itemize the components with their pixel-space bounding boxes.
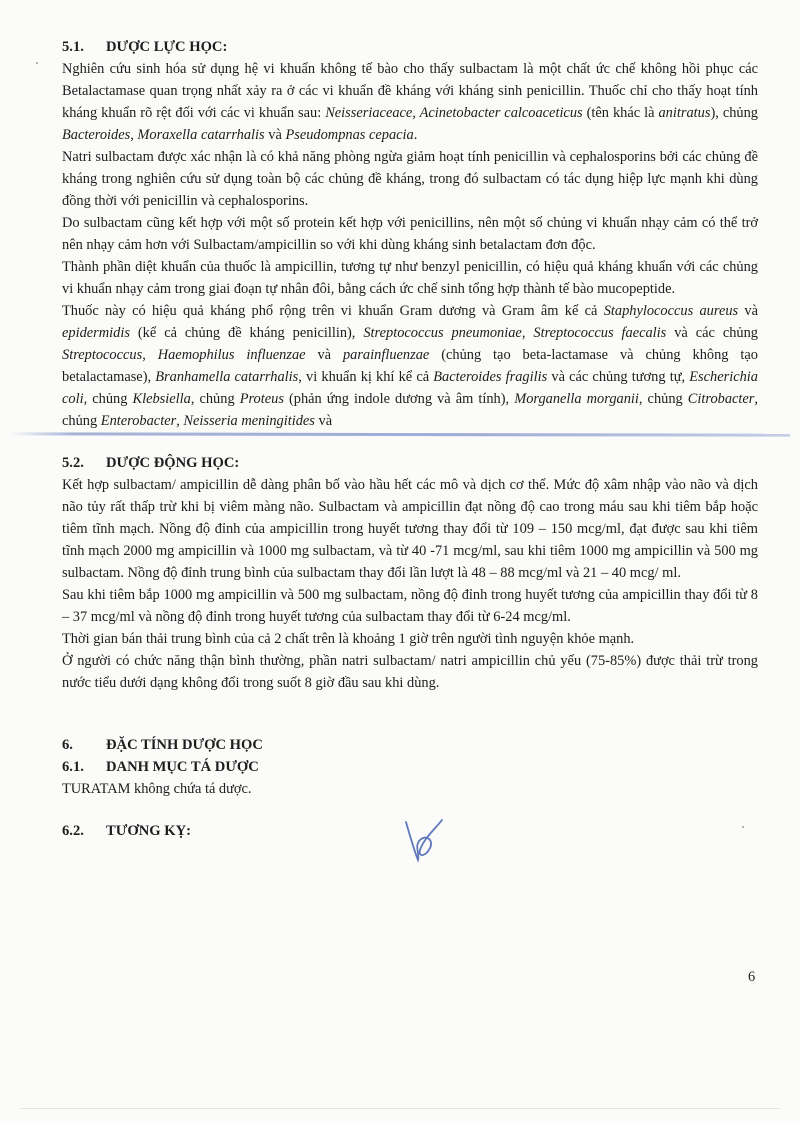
heading-6-1 — [62, 756, 758, 778]
paragraph-5-1-1: Nghiên cứu sinh hóa sử dụng hệ vi khuẩn không tế bào cho thấy sulbactam là một chất ức chế không hồi phục các Betalactamase quan trọng nhất xảy ra ở các vi khuẩn đề kháng với kháng sinh penicillin. Thuốc chỉ cho thấy hoạt tính kháng khuẩn rõ rệt đối với các vi khuẩn sau: Neisseriaceace, Acinetobacter calcoaceticus (tên khác là anitratus), chủng Bacteroides, Moraxella catarrhalis và Pseudompnas cepacia. — [62, 61, 758, 143]
paragraph-5-2-2: Sau khi tiêm bắp 1000 mg ampicillin và 500 mg sulbactam, nồng độ đỉnh trong huyết tương của ampicillin thay đổi từ 8 – 37 mcg/ml và nồng độ đỉnh trong huyết tương của sulbactam thay đổi từ 6-24 mcg/ml. — [62, 587, 758, 625]
paragraph-5-1-3: Do sulbactam cũng kết hợp với một số protein kết hợp với penicillins, nên một số chủng vi khuẩn nhạy cảm có thể trở nên nhạy cảm hơn với Sulbactam/ampicillin so với khi dùng kháng sinh betalactam đơn độc. — [62, 215, 758, 253]
paragraph-5-2-4: Ở người có chức năng thận bình thường, phần natri sulbactam/ natri ampicillin chủ yếu (75-85%) được thải trừ trong nước tiểu dưới dạng không đổi trong suốt 8 giờ đầu sau khi dùng. — [62, 653, 758, 691]
page-bottom-edge — [20, 1108, 780, 1109]
heading-6 — [62, 734, 758, 756]
paragraph-5-2-3: Thời gian bán thải trung bình của cả 2 chất trên là khoảng 1 giờ trên người tình nguyện khỏe mạnh. — [62, 631, 635, 647]
heading-title: DƯỢC ĐỘNG HỌC: — [106, 455, 240, 471]
paragraph-5-1-5: Thuốc này có hiệu quả kháng phổ rộng trên vi khuẩn Gram dương và Gram âm kể cả Staphylococcus aureus và epidermidis (kể cả chủng đề kháng penicillin), Streptococcus pneumoniae, Streptococcus faecalis và các chủng Streptococcus, Haemophilus influenzae và parainfluenzae (chủng tạo beta-lactamase và chủng không tạo betalactamase), Branhamella catarrhalis, vi khuẩn kị khí kể cả Bacteroides fragilis và các chủng tương tự, Escherichia coli, chủng Klebsiella, chủng Proteus (phản ứng indole dương và âm tính), Morganella morganii, chủng Citrobacter, chủng Enterobacter, Neisseria meningitides và — [62, 303, 759, 429]
heading-5-2 — [62, 452, 758, 474]
heading-5-1 — [62, 36, 758, 58]
page-number: 6 — [748, 969, 756, 985]
paragraph-5-1-2: Natri sulbactam được xác nhận là có khả năng phòng ngừa giảm hoạt tính penicillin và cephalosporins bởi các chủng đề kháng trong nghiên cứu sử dụng toàn bộ các chủng đề kháng, trong đó sulbactam có tác dụng hiệp lực mạnh khi dùng đồng thời với penicillin và cephalosporins. — [62, 149, 758, 209]
paragraph-6-1-1: TURATAM không chứa tá dược. — [62, 781, 252, 797]
heading-title: ĐẶC TÍNH DƯỢC HỌC — [106, 737, 263, 753]
heading-number: 6.1. — [62, 759, 84, 775]
paragraph-5-1-4: Thành phần diệt khuẩn của thuốc là ampicillin, tương tự như benzyl penicillin, có hiệu quả kháng khuẩn với các chủng vi khuẩn nhạy cảm trong giai đoạn tự nhân đôi, bằng cách ức chế sinh tổng hợp thành tế bào mucopeptide. — [62, 259, 758, 297]
paragraph-5-2-1: Kết hợp sulbactam/ ampicillin dễ dàng phân bố vào hầu hết các mô và dịch cơ thể. Mức độ xâm nhập vào não và dịch não tủy rất thấp trừ khi bị viêm màng não. Sulbactam và ampicillin đạt nồng độ cao trong máu sau khi tiêm bắp hoặc tiêm tĩnh mạch. Nồng độ đỉnh của ampicillin trong huyết tương thay đổi từ 109 – 150 mcg/ml, đạt được sau khi tiêm tĩnh mạch 2000 mg ampicillin và 1000 mg sulbactam, và từ 40 -71 mcg/ml, sau khi tiêm 1000 mg ampicillin và 500 mg sulbactam. Nồng độ đỉnh trung bình của sulbactam thay đổi lần lượt là 48 – 88 mcg/ml và 21 – 40 mcg/ ml. — [62, 477, 758, 581]
heading-number: 5.2. — [62, 455, 84, 471]
heading-title: DƯỢC LỰC HỌC: — [106, 39, 228, 55]
heading-title: TƯƠNG KỴ: — [106, 823, 191, 839]
document-page — [62, 36, 758, 842]
heading-title: DANH MỤC TÁ DƯỢC — [106, 759, 259, 775]
scan-speck — [742, 826, 744, 828]
heading-number: 5.1. — [62, 39, 84, 55]
scan-speck — [36, 62, 38, 64]
heading-number: 6. — [62, 737, 73, 753]
heading-number: 6.2. — [62, 823, 84, 839]
handwritten-initials-icon — [400, 816, 450, 866]
